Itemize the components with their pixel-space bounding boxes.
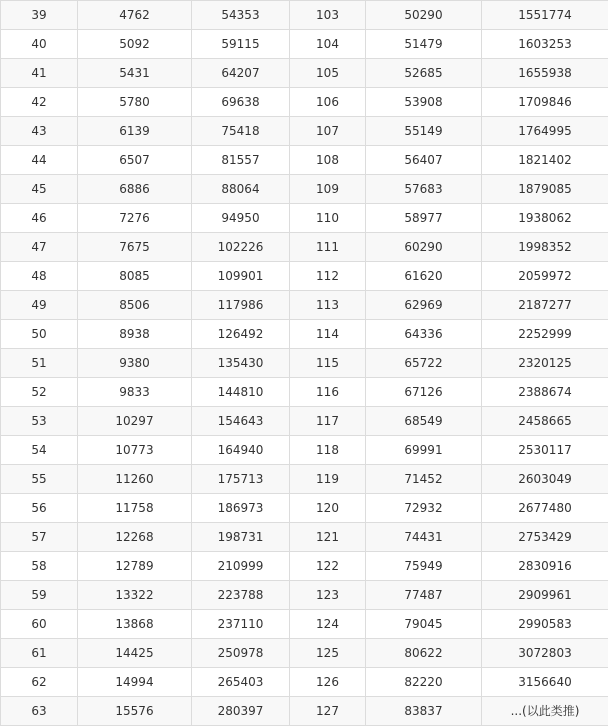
total-exp-cell: 186973: [192, 494, 290, 523]
level-cell: 42: [1, 88, 78, 117]
level-cell: 50: [1, 320, 78, 349]
level-cell: 105: [290, 59, 366, 88]
level-cell: 57: [1, 523, 78, 552]
level-cell: 107: [290, 117, 366, 146]
level-cell: 109: [290, 175, 366, 204]
table-row: [1, 668, 608, 697]
table-row: [1, 581, 608, 610]
total-exp-cell: 2909961: [482, 581, 608, 610]
total-exp-cell: 2320125: [482, 349, 608, 378]
level-cell: 124: [290, 610, 366, 639]
exp-cell: 10297: [78, 407, 192, 436]
exp-cell: 13868: [78, 610, 192, 639]
total-exp-cell: 2753429: [482, 523, 608, 552]
total-exp-cell: 135430: [192, 349, 290, 378]
total-exp-cell: 88064: [192, 175, 290, 204]
level-cell: 62: [1, 668, 78, 697]
total-exp-cell: 198731: [192, 523, 290, 552]
level-cell: 110: [290, 204, 366, 233]
total-exp-cell: 2458665: [482, 407, 608, 436]
total-exp-cell: 69638: [192, 88, 290, 117]
table-row: [1, 1, 608, 30]
total-exp-cell: 1655938: [482, 59, 608, 88]
level-cell: 45: [1, 175, 78, 204]
exp-cell: 4762: [78, 1, 192, 30]
total-exp-cell: 154643: [192, 407, 290, 436]
exp-cell: 53908: [366, 88, 482, 117]
table-row: [1, 262, 608, 291]
total-exp-cell: 2677480: [482, 494, 608, 523]
total-exp-cell: 2830916: [482, 552, 608, 581]
level-cell: 103: [290, 1, 366, 30]
exp-cell: 75949: [366, 552, 482, 581]
exp-cell: 9833: [78, 378, 192, 407]
level-cell: 58: [1, 552, 78, 581]
level-cell: 108: [290, 146, 366, 175]
table-row: [1, 639, 608, 668]
total-exp-cell: 144810: [192, 378, 290, 407]
exp-cell: 58977: [366, 204, 482, 233]
level-cell: 61: [1, 639, 78, 668]
exp-cell: 50290: [366, 1, 482, 30]
exp-cell: 5780: [78, 88, 192, 117]
total-exp-cell: 175713: [192, 465, 290, 494]
total-exp-cell: 2530117: [482, 436, 608, 465]
total-exp-cell: 2603049: [482, 465, 608, 494]
table-row: [1, 465, 608, 494]
total-exp-cell: ...(以此类推): [482, 697, 608, 726]
level-cell: 114: [290, 320, 366, 349]
total-exp-cell: 250978: [192, 639, 290, 668]
level-cell: 59: [1, 581, 78, 610]
table-row: [1, 30, 608, 59]
exp-cell: 7675: [78, 233, 192, 262]
table-row: [1, 291, 608, 320]
total-exp-cell: 265403: [192, 668, 290, 697]
level-cell: 51: [1, 349, 78, 378]
total-exp-cell: 94950: [192, 204, 290, 233]
total-exp-cell: 126492: [192, 320, 290, 349]
level-cell: 52: [1, 378, 78, 407]
exp-cell: 14994: [78, 668, 192, 697]
exp-cell: 5431: [78, 59, 192, 88]
level-cell: 126: [290, 668, 366, 697]
level-cell: 54: [1, 436, 78, 465]
exp-cell: 79045: [366, 610, 482, 639]
exp-cell: 60290: [366, 233, 482, 262]
total-exp-cell: 3156640: [482, 668, 608, 697]
level-cell: 121: [290, 523, 366, 552]
level-cell: 63: [1, 697, 78, 726]
exp-cell: 52685: [366, 59, 482, 88]
level-cell: 47: [1, 233, 78, 262]
exp-cell: 6139: [78, 117, 192, 146]
table-row: [1, 146, 608, 175]
exp-cell: 6507: [78, 146, 192, 175]
exp-cell: 67126: [366, 378, 482, 407]
exp-cell: 55149: [366, 117, 482, 146]
level-cell: 125: [290, 639, 366, 668]
exp-cell: 64336: [366, 320, 482, 349]
level-cell: 127: [290, 697, 366, 726]
table-row: [1, 320, 608, 349]
level-cell: 112: [290, 262, 366, 291]
level-cell: 53: [1, 407, 78, 436]
total-exp-cell: 59115: [192, 30, 290, 59]
level-cell: 48: [1, 262, 78, 291]
total-exp-cell: 1879085: [482, 175, 608, 204]
table-row: [1, 175, 608, 204]
total-exp-cell: 1998352: [482, 233, 608, 262]
level-cell: 39: [1, 1, 78, 30]
table-row: [1, 233, 608, 262]
exp-cell: 14425: [78, 639, 192, 668]
level-cell: 106: [290, 88, 366, 117]
level-cell: 123: [290, 581, 366, 610]
exp-cell: 51479: [366, 30, 482, 59]
total-exp-cell: 1709846: [482, 88, 608, 117]
total-exp-cell: 75418: [192, 117, 290, 146]
exp-cell: 12268: [78, 523, 192, 552]
level-cell: 49: [1, 291, 78, 320]
total-exp-cell: 223788: [192, 581, 290, 610]
exp-cell: 5092: [78, 30, 192, 59]
total-exp-cell: 1821402: [482, 146, 608, 175]
total-exp-cell: 210999: [192, 552, 290, 581]
level-cell: 46: [1, 204, 78, 233]
table-row: [1, 552, 608, 581]
table-row: [1, 59, 608, 88]
total-exp-cell: 2252999: [482, 320, 608, 349]
table-body: [1, 1, 608, 726]
table-row: [1, 378, 608, 407]
level-cell: 55: [1, 465, 78, 494]
total-exp-cell: 54353: [192, 1, 290, 30]
exp-cell: 11260: [78, 465, 192, 494]
level-cell: 40: [1, 30, 78, 59]
exp-cell: 61620: [366, 262, 482, 291]
exp-cell: 83837: [366, 697, 482, 726]
total-exp-cell: 3072803: [482, 639, 608, 668]
total-exp-cell: 1603253: [482, 30, 608, 59]
exp-cell: 12789: [78, 552, 192, 581]
total-exp-cell: 1764995: [482, 117, 608, 146]
table-row: [1, 523, 608, 552]
table-row: [1, 117, 608, 146]
level-cell: 116: [290, 378, 366, 407]
level-cell: 104: [290, 30, 366, 59]
exp-cell: 6886: [78, 175, 192, 204]
table-row: [1, 204, 608, 233]
exp-cell: 65722: [366, 349, 482, 378]
total-exp-cell: 117986: [192, 291, 290, 320]
exp-cell: 80622: [366, 639, 482, 668]
level-cell: 115: [290, 349, 366, 378]
total-exp-cell: 2990583: [482, 610, 608, 639]
exp-cell: 7276: [78, 204, 192, 233]
exp-cell: 74431: [366, 523, 482, 552]
exp-cell: 13322: [78, 581, 192, 610]
total-exp-cell: 102226: [192, 233, 290, 262]
total-exp-cell: 2059972: [482, 262, 608, 291]
exp-cell: 71452: [366, 465, 482, 494]
total-exp-cell: 81557: [192, 146, 290, 175]
level-cell: 60: [1, 610, 78, 639]
total-exp-cell: 64207: [192, 59, 290, 88]
exp-cell: 72932: [366, 494, 482, 523]
exp-cell: 8506: [78, 291, 192, 320]
table-row: [1, 494, 608, 523]
total-exp-cell: 164940: [192, 436, 290, 465]
table-row: [1, 697, 608, 726]
table-row: [1, 407, 608, 436]
level-cell: 41: [1, 59, 78, 88]
exp-cell: 77487: [366, 581, 482, 610]
total-exp-cell: 2187277: [482, 291, 608, 320]
level-cell: 122: [290, 552, 366, 581]
table-row: [1, 610, 608, 639]
exp-cell: 8085: [78, 262, 192, 291]
exp-cell: 15576: [78, 697, 192, 726]
total-exp-cell: 280397: [192, 697, 290, 726]
exp-cell: 82220: [366, 668, 482, 697]
exp-cell: 11758: [78, 494, 192, 523]
total-exp-cell: 237110: [192, 610, 290, 639]
table-row: [1, 88, 608, 117]
exp-cell: 69991: [366, 436, 482, 465]
total-exp-cell: 1938062: [482, 204, 608, 233]
exp-cell: 10773: [78, 436, 192, 465]
total-exp-cell: 109901: [192, 262, 290, 291]
exp-cell: 8938: [78, 320, 192, 349]
exp-cell: 68549: [366, 407, 482, 436]
exp-cell: 62969: [366, 291, 482, 320]
level-cell: 113: [290, 291, 366, 320]
table-row: [1, 436, 608, 465]
level-cell: 118: [290, 436, 366, 465]
level-cell: 43: [1, 117, 78, 146]
table-row: [1, 349, 608, 378]
total-exp-cell: 1551774: [482, 1, 608, 30]
level-cell: 120: [290, 494, 366, 523]
level-cell: 117: [290, 407, 366, 436]
exp-cell: 57683: [366, 175, 482, 204]
exp-cell: 9380: [78, 349, 192, 378]
total-exp-cell: 2388674: [482, 378, 608, 407]
level-cell: 44: [1, 146, 78, 175]
level-cell: 56: [1, 494, 78, 523]
level-cell: 111: [290, 233, 366, 262]
exp-cell: 56407: [366, 146, 482, 175]
level-cell: 119: [290, 465, 366, 494]
